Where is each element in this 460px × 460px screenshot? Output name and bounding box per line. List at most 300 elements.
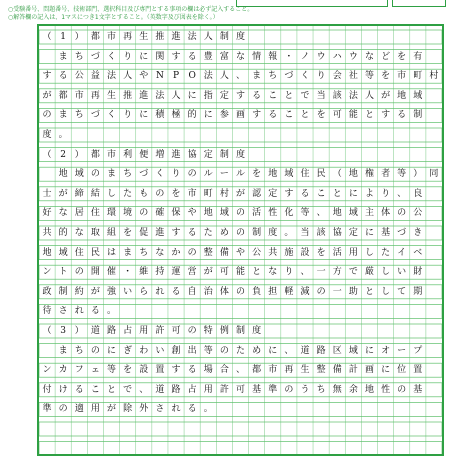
answer-char: の [187, 326, 197, 336]
answer-char: 結 [90, 188, 100, 199]
answer-char: 能 [348, 110, 358, 121]
answer-char: 約 [74, 286, 84, 297]
answer-char: 町 [203, 188, 213, 199]
answer-char: の [219, 345, 229, 356]
answer-char: ら [139, 286, 149, 297]
answer-char: ） [74, 32, 84, 42]
answer-char: 地 [364, 384, 374, 395]
answer-char: 住 [300, 169, 310, 180]
answer-char: 人 [219, 71, 229, 82]
answer-char: れ [74, 306, 84, 317]
answer-char: る [187, 228, 197, 238]
answer-char: を [123, 365, 133, 376]
answer-char: の [235, 208, 245, 219]
answer-char: る [397, 110, 407, 121]
answer-char: フ [74, 365, 84, 376]
answer-char: 整 [316, 365, 326, 376]
answer-char: 自 [187, 286, 197, 297]
answer-char: 進 [155, 228, 165, 238]
answer-char: 住 [74, 247, 84, 258]
answer-char: 画 [364, 365, 374, 376]
answer-char: ウ [348, 51, 358, 62]
answer-char: に [187, 90, 197, 101]
answer-char: こ [268, 90, 278, 101]
answer-char: 基 [413, 384, 423, 395]
answer-char: 人 [203, 32, 213, 42]
answer-char: ベ [413, 247, 423, 258]
answer-char: ト [58, 267, 68, 278]
answer-char: 域 [284, 169, 294, 180]
answer-char: P [172, 71, 180, 82]
answer-char: ン [42, 267, 52, 278]
answer-char: 便 [139, 149, 149, 160]
answer-char: 能 [235, 267, 245, 278]
answer-line [39, 304, 442, 318]
answer-line [39, 246, 442, 260]
answer-char: 軽 [284, 286, 294, 297]
answer-char: 公 [74, 71, 84, 82]
answer-char: 2 [60, 149, 67, 160]
answer-char: す [381, 110, 391, 121]
answer-char: な [235, 51, 245, 62]
answer-char: る [58, 71, 68, 82]
answer-char: 除 [123, 404, 133, 415]
answer-char: い [123, 286, 133, 297]
answer-char: ン [42, 365, 52, 376]
answer-line [39, 108, 442, 122]
answer-char: 好 [42, 208, 52, 219]
answer-char: 域 [348, 208, 358, 219]
answer-char: 、 [316, 208, 326, 219]
answer-char: に [364, 228, 374, 238]
answer-char: に [348, 188, 358, 199]
answer-line [39, 89, 442, 103]
answer-char: 市 [107, 32, 117, 42]
answer-char: 一 [332, 286, 342, 297]
answer-line [39, 344, 442, 358]
answer-char: の [187, 247, 197, 258]
answer-char: す [284, 188, 294, 199]
answer-char: 法 [203, 71, 213, 82]
answer-char: ち [123, 169, 133, 180]
answer-char: る [171, 286, 181, 297]
answer-char: 都 [90, 32, 100, 42]
answer-char: す [235, 90, 245, 101]
answer-char: 路 [316, 345, 326, 356]
answer-char: 参 [219, 110, 229, 121]
answer-char: を [316, 110, 326, 121]
answer-char: く [300, 71, 310, 82]
answer-char: 良 [413, 188, 423, 199]
answer-char: 、 [284, 345, 294, 356]
answer-char: や [235, 247, 245, 258]
answer-char: な [155, 247, 165, 258]
answer-char: 道 [90, 326, 100, 336]
answer-char: ち [139, 247, 149, 258]
answer-char: 3 [60, 326, 67, 336]
answer-char: 境 [123, 208, 133, 219]
answer-char: 域 [74, 169, 84, 180]
answer-line [39, 402, 442, 416]
answer-char: 体 [381, 208, 391, 219]
instructions [8, 6, 448, 22]
answer-char: 域 [219, 208, 229, 219]
answer-char: O [188, 71, 196, 82]
answer-char: 定 [348, 228, 358, 238]
answer-char: 人 [364, 90, 374, 101]
answer-char: づ [90, 110, 100, 121]
answer-char: き [413, 228, 423, 238]
answer-char: 制 [235, 326, 245, 336]
answer-char: オ [381, 345, 391, 356]
answer-char: 出 [187, 345, 197, 356]
answer-char: 外 [139, 404, 149, 415]
answer-char: 推 [123, 90, 133, 101]
answer-char: 主 [364, 208, 374, 219]
answer-char: 地 [332, 208, 342, 219]
answer-char: の [284, 384, 294, 395]
answer-char: 人 [171, 90, 181, 101]
answer-char: 余 [348, 384, 358, 395]
answer-char: イ [397, 247, 407, 258]
answer-char: 極 [171, 110, 181, 121]
answer-char: 促 [139, 228, 149, 238]
answer-char: ち [316, 384, 326, 395]
answer-char: 富 [219, 51, 229, 62]
answer-char: 進 [171, 149, 181, 160]
answer-char: （ [332, 169, 342, 180]
answer-char: 活 [332, 247, 342, 258]
answer-char: 生 [139, 32, 149, 42]
answer-char: づ [397, 228, 407, 238]
answer-char: ル [235, 169, 245, 180]
answer-char: ェ [90, 365, 100, 376]
answer-char: 財 [413, 267, 423, 278]
answer-char: 地 [203, 208, 213, 219]
answer-char: 利 [123, 149, 133, 160]
answer-char: と [107, 384, 117, 395]
answer-char: 市 [268, 365, 278, 376]
answer-char: ー [219, 169, 229, 180]
answer-char: 等 [107, 365, 117, 376]
answer-char: 可 [235, 384, 245, 395]
answer-char: の [90, 345, 100, 356]
answer-char: の [74, 267, 84, 278]
answer-char: 有 [413, 51, 423, 62]
answer-char: が [107, 404, 117, 415]
answer-char: 例 [219, 326, 229, 336]
answer-char: 開 [90, 267, 100, 278]
answer-char: 該 [316, 228, 326, 238]
answer-line [39, 285, 442, 299]
answer-char: 設 [300, 247, 310, 258]
answer-char: し [381, 286, 391, 297]
answer-char: 、 [300, 267, 310, 278]
answer-char: 制 [252, 228, 262, 238]
answer-char: ち [74, 110, 84, 121]
answer-char: 化 [284, 208, 294, 219]
answer-char: 再 [90, 90, 100, 101]
answer-line [39, 187, 442, 201]
answer-char: 可 [219, 267, 229, 278]
answer-char: 整 [203, 247, 213, 258]
answer-char: で [348, 267, 358, 278]
answer-char: め [219, 228, 229, 238]
answer-char: 負 [252, 286, 262, 297]
answer-char: 等 [300, 208, 310, 219]
answer-char: の [397, 208, 407, 219]
answer-char: が [203, 267, 213, 278]
answer-char: ・ [123, 267, 133, 278]
answer-char: 地 [42, 247, 52, 258]
answer-char: ー [397, 345, 407, 356]
answer-char: ウ [316, 51, 326, 62]
answer-char: の [235, 228, 245, 238]
answer-char: た [381, 247, 391, 258]
answer-char: 生 [107, 90, 117, 101]
answer-char: 積 [155, 110, 165, 121]
answer-char: 市 [74, 90, 84, 101]
answer-char: 度 [235, 149, 245, 160]
answer-char: の [42, 110, 52, 121]
answer-char: 用 [348, 247, 358, 258]
answer-char: 共 [268, 247, 278, 258]
answer-char: 的 [187, 110, 197, 121]
answer-char: 運 [171, 267, 181, 278]
answer-char: 法 [187, 32, 197, 42]
answer-char: 町 [413, 71, 423, 82]
answer-line [39, 206, 442, 220]
answer-char: 度 [268, 228, 278, 238]
answer-char: 体 [219, 286, 229, 297]
answer-char: 制 [413, 110, 423, 121]
answer-char: 占 [123, 326, 133, 336]
answer-char: 当 [300, 228, 310, 238]
answer-char: に [107, 345, 117, 356]
answer-char: と [300, 110, 310, 121]
answer-char: に [139, 110, 149, 121]
answer-char: 権 [364, 169, 374, 180]
answer-char: の [397, 384, 407, 395]
answer-char: 厳 [364, 267, 374, 278]
answer-line [39, 69, 442, 83]
answer-char: 報 [268, 51, 278, 62]
answer-char: け [58, 384, 68, 395]
answer-char: 政 [42, 286, 52, 297]
answer-char: 者 [381, 169, 391, 180]
answer-char: 道 [155, 384, 165, 395]
answer-char: （ [42, 326, 52, 336]
answer-char: が [42, 90, 52, 101]
answer-char: 士 [42, 188, 52, 199]
answer-char: り [381, 188, 391, 199]
answer-char: 関 [155, 51, 165, 62]
answer-char: が [58, 188, 68, 199]
answer-line [39, 128, 442, 142]
answer-char: め [252, 345, 262, 356]
answer-char: 合 [219, 365, 229, 376]
answer-char: と [364, 110, 374, 121]
answer-char: く [155, 169, 165, 180]
answer-char: 制 [58, 286, 68, 297]
answer-char: 域 [413, 90, 423, 101]
answer-char: ル [203, 169, 213, 180]
answer-char: 指 [203, 90, 213, 101]
answer-char: に [364, 345, 374, 356]
answer-char: 付 [42, 384, 52, 395]
answer-char: （ [42, 149, 52, 160]
answer-char: り [123, 51, 133, 62]
answer-char: 法 [107, 71, 117, 82]
answer-char: 環 [107, 208, 117, 219]
answer-char: 共 [42, 228, 52, 238]
answer-char: 持 [155, 267, 165, 278]
answer-char: 法 [155, 90, 165, 101]
answer-char: 催 [107, 267, 117, 278]
answer-char: 、 [139, 384, 149, 395]
answer-char: （ [42, 32, 52, 42]
answer-char: 再 [284, 365, 294, 376]
answer-char: と [252, 267, 262, 278]
answer-char: る [252, 90, 262, 101]
answer-char: わ [139, 345, 149, 356]
answer-char: や [187, 208, 197, 219]
answer-char: は [107, 247, 117, 258]
answer-char: 許 [219, 384, 229, 395]
answer-char: た [203, 228, 213, 238]
answer-char: こ [284, 110, 294, 121]
answer-char: 法 [348, 90, 358, 101]
answer-char: 1 [60, 32, 67, 42]
answer-line [39, 50, 442, 64]
answer-char: 定 [203, 149, 213, 160]
answer-char: の [58, 404, 68, 415]
answer-char: と [332, 188, 342, 199]
answer-char: ち [74, 51, 84, 62]
answer-line [39, 324, 442, 338]
answer-char: 人 [123, 71, 133, 82]
answer-char: う [300, 384, 310, 395]
answer-char: の [235, 286, 245, 297]
answer-char: に [139, 51, 149, 62]
answer-char: す [171, 228, 181, 238]
answer-char: を [252, 169, 262, 180]
answer-char: ノ [300, 51, 310, 62]
answer-char: る [187, 404, 197, 415]
answer-char: の [139, 208, 149, 219]
answer-char: に [268, 345, 278, 356]
instruction-line-2: ○解答欄の記入は、1マスにつき1文字とすること。（英数字及び図表を除く。） [8, 14, 219, 21]
answer-char: 域 [58, 247, 68, 258]
answer-char: と [364, 286, 374, 297]
answer-char: 情 [252, 51, 262, 62]
answer-char: 進 [171, 32, 181, 42]
answer-char: 社 [348, 71, 358, 82]
answer-char: 可 [332, 110, 342, 121]
answer-char: 公 [252, 247, 262, 258]
answer-char: 性 [268, 208, 278, 219]
answer-char: 性 [381, 384, 391, 395]
answer-char: 強 [107, 286, 117, 297]
answer-char [39, 167, 55, 181]
answer-char: 路 [107, 326, 117, 336]
answer-char: 取 [90, 228, 100, 238]
answer-char: り [316, 71, 326, 82]
answer-char: 用 [90, 404, 100, 415]
answer-char: 備 [219, 247, 229, 258]
answer-char: い [397, 267, 407, 278]
answer-char: た [123, 188, 133, 199]
answer-char: ） [74, 326, 84, 336]
answer-char: し [364, 247, 374, 258]
answer-char: 可 [171, 326, 181, 336]
answer-char: す [171, 365, 181, 376]
answer-line [39, 442, 442, 456]
answer-line [39, 226, 442, 240]
answer-char: れ [155, 286, 165, 297]
answer-sheet[interactable] [37, 24, 444, 456]
answer-char: て [397, 286, 407, 297]
answer-char: 市 [187, 188, 197, 199]
answer-char: 活 [252, 208, 262, 219]
answer-char: さ [155, 404, 165, 415]
answer-char: 治 [203, 286, 213, 297]
answer-char: ） [413, 169, 423, 180]
answer-char: く [107, 51, 117, 62]
answer-char: 制 [219, 32, 229, 42]
answer-char: 居 [74, 208, 84, 219]
answer-char: る [187, 51, 197, 62]
answer-char: に [381, 365, 391, 376]
answer-line [39, 383, 442, 397]
answer-char: 用 [203, 384, 213, 395]
answer-char: ま [107, 169, 117, 180]
answer-char: な [268, 267, 278, 278]
answer-char: ど [381, 51, 391, 62]
answer-char: 。 [107, 306, 117, 317]
answer-char: 都 [58, 90, 68, 101]
answer-char: 進 [139, 90, 149, 101]
answer-char: 基 [381, 228, 391, 238]
answer-char: 都 [90, 149, 100, 160]
answer-char: 特 [203, 326, 213, 336]
answer-char: づ [284, 71, 294, 82]
answer-char: や [139, 71, 149, 82]
answer-char: カ [58, 365, 68, 376]
answer-char: こ [90, 384, 100, 395]
answer-char: 創 [171, 345, 181, 356]
answer-char: 確 [155, 208, 165, 219]
answer-char: り [284, 267, 294, 278]
answer-char: に [203, 110, 213, 121]
answer-char: 減 [300, 286, 310, 297]
answer-char: れ [171, 404, 181, 415]
answer-char: 公 [413, 208, 423, 219]
answer-char: 助 [348, 286, 358, 297]
answer-char: の [155, 188, 165, 199]
answer-char: す [42, 71, 52, 82]
answer-char: 準 [268, 384, 278, 395]
answer-char: 備 [332, 365, 342, 376]
answer-char: づ [90, 51, 100, 62]
answer-char: ま [58, 345, 68, 356]
answer-char: 認 [252, 188, 262, 199]
answer-char: り [171, 169, 181, 180]
answer-char: 定 [219, 90, 229, 101]
answer-char: 再 [123, 32, 133, 42]
answer-line [39, 167, 442, 181]
answer-char: 制 [219, 149, 229, 160]
